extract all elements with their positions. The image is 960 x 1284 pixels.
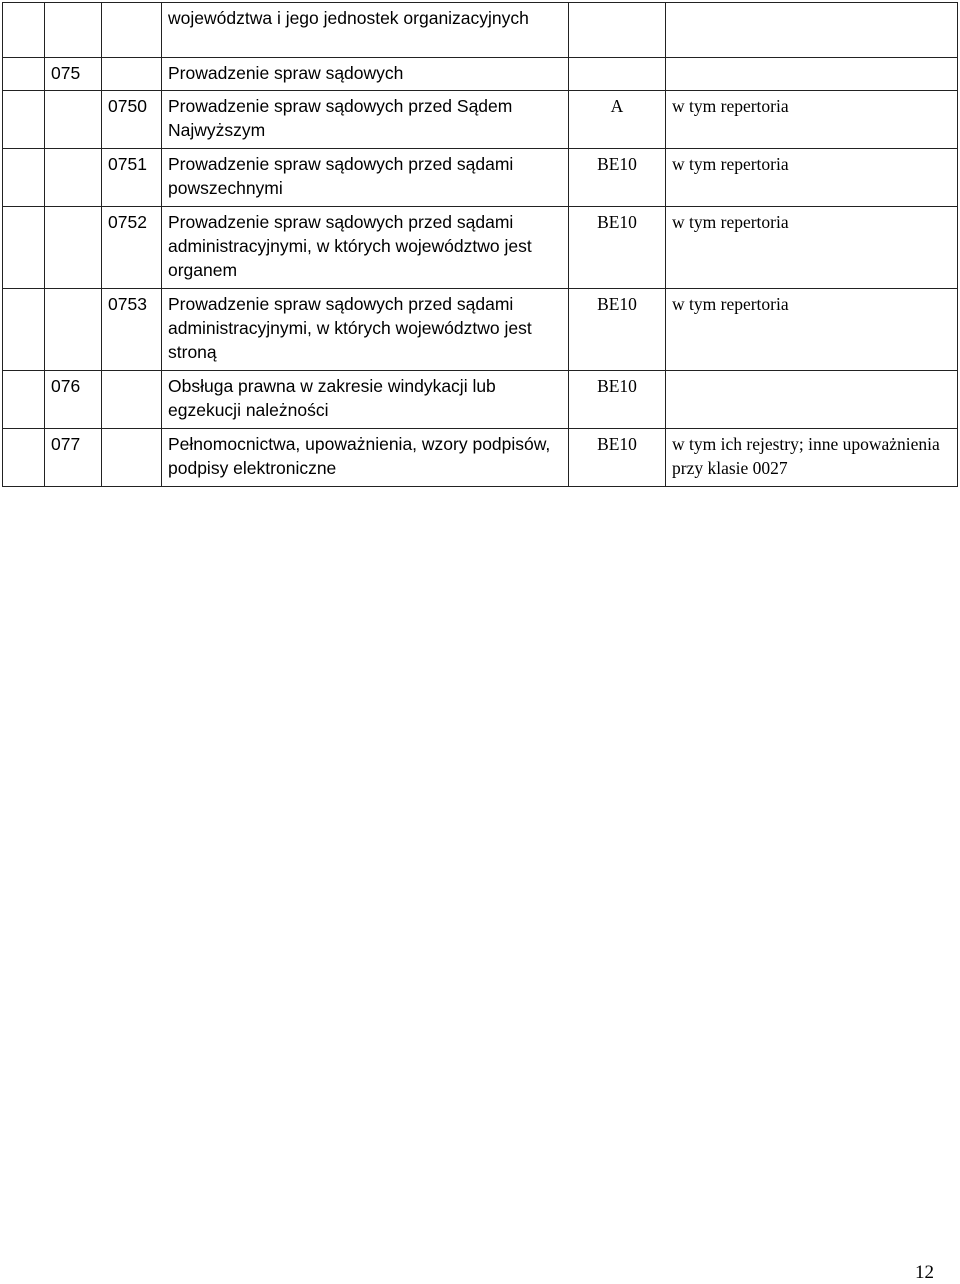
category-cell: A bbox=[569, 91, 666, 149]
note-cell: w tym repertoria bbox=[666, 149, 958, 207]
title-cell: Prowadzenie spraw sądowych przed sądami powszechnymi bbox=[162, 149, 569, 207]
level2-cell bbox=[45, 149, 102, 207]
category-cell bbox=[569, 3, 666, 58]
table-row bbox=[3, 58, 958, 91]
page-number: 12 bbox=[915, 1262, 934, 1283]
title-cell: Obsługa prawna w zakresie windykacji lub egzekucji należności bbox=[162, 371, 569, 429]
note-cell: w tym repertoria bbox=[666, 289, 958, 371]
level1-cell bbox=[3, 371, 45, 429]
code-cell: 076 bbox=[45, 371, 102, 429]
spacer-cell bbox=[102, 58, 162, 91]
category-cell: BE10 bbox=[569, 149, 666, 207]
code-cell: 077 bbox=[45, 429, 102, 487]
code-cell: 0751 bbox=[102, 149, 162, 207]
level2-cell bbox=[45, 207, 102, 289]
level2-cell bbox=[45, 91, 102, 149]
table-row bbox=[3, 429, 958, 487]
title-cell: Prowadzenie spraw sądowych przed Sądem Najwyższym bbox=[162, 91, 569, 149]
level1-cell bbox=[3, 58, 45, 91]
category-cell: BE10 bbox=[569, 207, 666, 289]
level1-cell bbox=[3, 149, 45, 207]
title-cell: Prowadzenie spraw sądowych przed sądami administracyjnymi, w których województwo jest organem bbox=[162, 207, 569, 289]
note-cell bbox=[666, 3, 958, 58]
code-cell bbox=[102, 3, 162, 58]
level2-cell bbox=[45, 3, 102, 58]
table-row bbox=[3, 207, 958, 289]
category-cell bbox=[569, 58, 666, 91]
spacer-cell bbox=[102, 429, 162, 487]
code-cell: 0753 bbox=[102, 289, 162, 371]
level1-cell bbox=[3, 429, 45, 487]
level1-cell bbox=[3, 207, 45, 289]
classification-table bbox=[2, 2, 958, 487]
title-cell: Prowadzenie spraw sądowych bbox=[162, 58, 569, 91]
note-cell: w tym repertoria bbox=[666, 207, 958, 289]
code-cell: 0750 bbox=[102, 91, 162, 149]
note-cell bbox=[666, 371, 958, 429]
category-cell: BE10 bbox=[569, 429, 666, 487]
note-cell bbox=[666, 58, 958, 91]
table-row bbox=[3, 371, 958, 429]
table-row bbox=[3, 149, 958, 207]
title-cell: województwa i jego jednostek organizacyjnych bbox=[162, 3, 569, 58]
table-row bbox=[3, 289, 958, 371]
level2-cell bbox=[45, 289, 102, 371]
title-cell: Pełnomocnictwa, upoważnienia, wzory podpisów, podpisy elektroniczne bbox=[162, 429, 569, 487]
level1-cell bbox=[3, 3, 45, 58]
table-row bbox=[3, 91, 958, 149]
category-cell: BE10 bbox=[569, 289, 666, 371]
note-cell: w tym repertoria bbox=[666, 91, 958, 149]
note-cell: w tym ich rejestry; inne upoważnienia przy klasie 0027 bbox=[666, 429, 958, 487]
spacer-cell bbox=[102, 371, 162, 429]
table-row bbox=[3, 3, 958, 58]
category-cell: BE10 bbox=[569, 371, 666, 429]
level1-cell bbox=[3, 91, 45, 149]
code-cell: 0752 bbox=[102, 207, 162, 289]
level1-cell bbox=[3, 289, 45, 371]
title-cell: Prowadzenie spraw sądowych przed sądami administracyjnymi, w których województwo jest stroną bbox=[162, 289, 569, 371]
code-cell: 075 bbox=[45, 58, 102, 91]
